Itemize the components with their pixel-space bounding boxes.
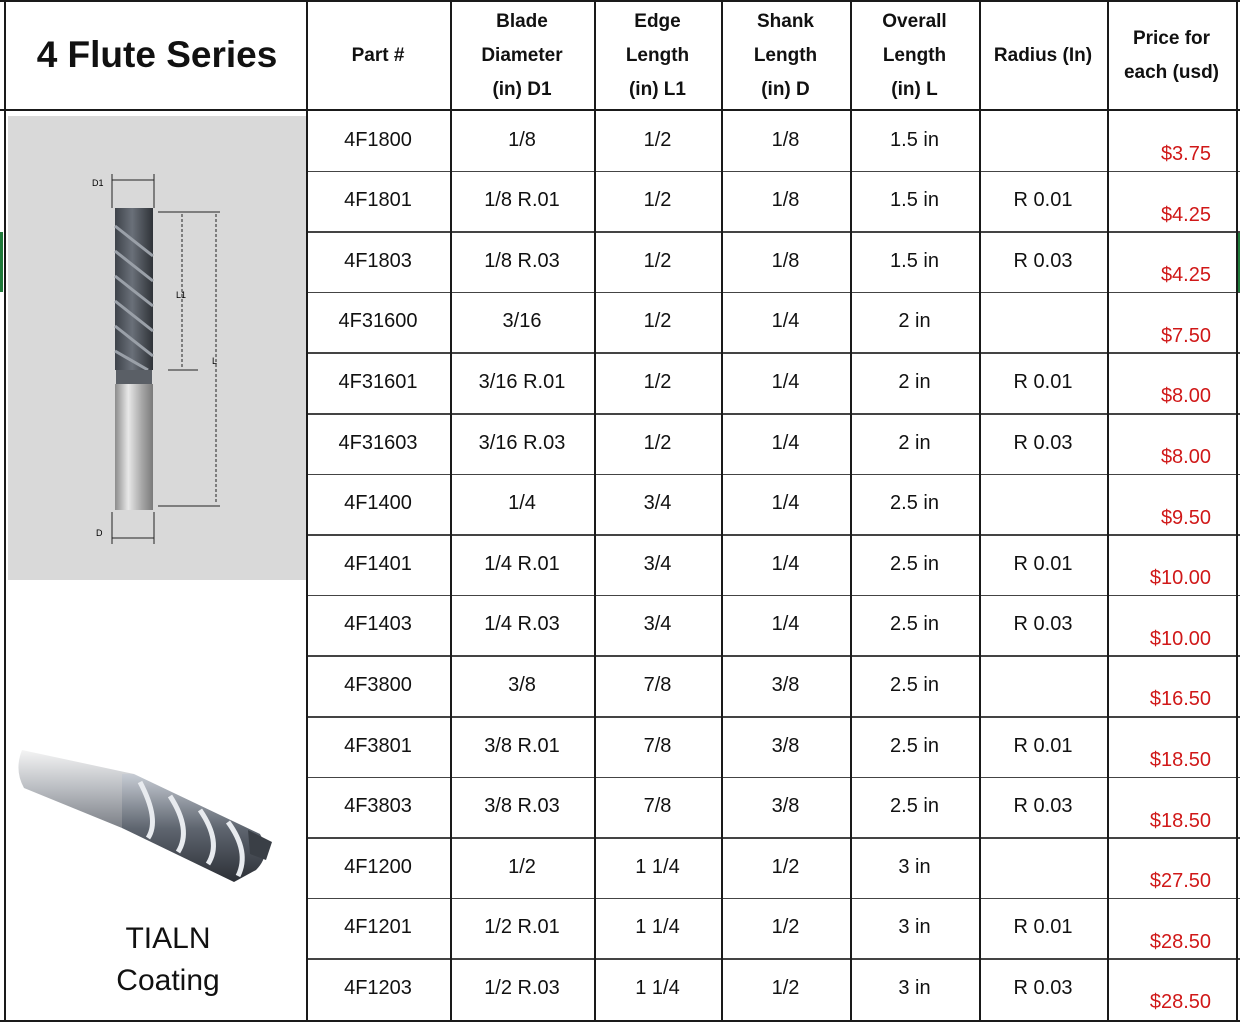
cell-part: 4F1203	[344, 976, 412, 999]
cell-edge: 7/8	[643, 795, 672, 818]
cell-part: 4F3800	[344, 673, 412, 696]
cell-part: 4F31601	[338, 370, 418, 393]
coating-label	[30, 918, 306, 1002]
cell-edge: 1/2	[643, 370, 672, 393]
cell-overall: 2.5 in	[890, 552, 939, 575]
cell-shank: 3/8	[771, 795, 800, 818]
cell-edge: 1/2	[643, 249, 672, 272]
cell-shank: 1/2	[771, 855, 800, 878]
cell-overall: 2.5 in	[890, 673, 939, 696]
cell-part: 4F1801	[344, 189, 412, 212]
end-mill-dimension-diagram	[8, 116, 306, 580]
d-label: D	[96, 528, 103, 538]
series-title: 4 Flute Series	[36, 34, 278, 75]
end-mill-diagram-panel	[8, 116, 306, 580]
header-shank-length: Shank Length (in) D	[753, 10, 818, 100]
grid-right	[1236, 0, 1238, 1022]
cell-price: $10.00	[1149, 627, 1211, 650]
cell-edge: 1/2	[643, 189, 672, 212]
cell-shank: 1/8	[771, 128, 800, 151]
header-part: Part #	[351, 44, 405, 66]
cell-overall: 2 in	[898, 310, 931, 333]
cell-shank: 1/2	[771, 976, 800, 999]
cell-shank: 1/4	[771, 613, 800, 636]
cell-radius: R 0.03	[1013, 795, 1073, 818]
cell-overall: 2.5 in	[890, 613, 939, 636]
l-label: L	[212, 356, 218, 366]
cell-part: 4F3801	[344, 734, 412, 757]
cell-overall: 2.5 in	[890, 492, 939, 515]
cell-edge: 1/2	[643, 310, 672, 333]
cell-blade: 3/8 R.03	[484, 795, 560, 818]
cell-radius: R 0.01	[1013, 552, 1073, 575]
cell-shank: 1/4	[771, 552, 800, 575]
cell-shank: 1/4	[771, 370, 800, 393]
header-overall-length: Overall Length (in) L	[882, 10, 947, 100]
header-blade-diameter: Blade Diameter (in) D1	[481, 10, 563, 100]
cell-price: $10.00	[1149, 567, 1211, 590]
cell-price: $16.50	[1149, 688, 1211, 711]
cell-shank: 1/4	[771, 431, 800, 454]
cell-blade: 1/2 R.01	[484, 916, 560, 939]
cell-edge: 3/4	[643, 492, 672, 515]
end-mill-product-illustration	[10, 730, 280, 900]
cell-radius	[979, 838, 1107, 896]
cell-blade: 1/8	[508, 128, 536, 151]
cell-radius: R 0.03	[1013, 249, 1073, 272]
cell-part: 4F1403	[344, 613, 412, 636]
cell-part: 4F31603	[338, 431, 418, 454]
cell-price: $8.00	[1160, 446, 1211, 468]
cell-part: 4F1201	[344, 916, 412, 939]
cell-radius	[979, 111, 1107, 169]
coating-line-1: TIALN	[125, 922, 211, 955]
cell-blade: 1/4 R.03	[484, 613, 560, 636]
cell-blade: 3/16	[502, 310, 542, 333]
cell-price: $8.00	[1160, 385, 1211, 408]
cell-part: 4F3803	[344, 795, 412, 818]
cell-edge: 1 1/4	[635, 916, 680, 939]
cell-shank: 3/8	[771, 673, 800, 696]
coating-line-2: Coating	[116, 964, 220, 997]
cell-radius: R 0.01	[1013, 734, 1073, 757]
cell-overall: 1.5 in	[890, 249, 939, 272]
grid-bottom	[0, 1020, 1240, 1022]
cell-edge: 7/8	[643, 734, 672, 757]
cell-part: 4F1400	[344, 492, 412, 515]
cell-shank: 1/4	[771, 310, 800, 333]
cell-overall: 2.5 in	[890, 795, 939, 818]
cell-overall: 3 in	[898, 976, 931, 999]
cell-blade: 1/2 R.03	[484, 976, 560, 999]
cell-radius	[979, 293, 1107, 351]
header-price: Price for each (usd)	[1123, 27, 1220, 83]
cell-radius	[979, 475, 1107, 533]
cell-blade: 1/2	[508, 855, 536, 878]
cell-radius: R 0.03	[1013, 613, 1073, 636]
cell-blade: 1/4	[508, 492, 536, 515]
cell-part: 4F1401	[344, 552, 412, 575]
d1-label: D1	[92, 178, 104, 188]
header-edge-length: Edge Length (in) L1	[625, 10, 690, 100]
cell-price: $4.25	[1160, 203, 1211, 226]
cell-blade: 3/16 R.01	[478, 370, 566, 393]
cell-price: $7.50	[1160, 324, 1211, 347]
cell-overall: 3 in	[898, 916, 931, 939]
cell-overall: 2 in	[898, 370, 931, 393]
cell-blade: 1/8 R.01	[484, 189, 560, 212]
cell-price: $3.75	[1160, 143, 1211, 165]
cell-edge: 3/4	[643, 613, 672, 636]
cell-blade: 1/8 R.03	[484, 249, 560, 272]
cell-edge: 1 1/4	[635, 976, 680, 999]
cell-part: 4F1200	[344, 855, 412, 878]
cell-blade: 3/16 R.03	[478, 431, 566, 454]
cell-shank: 3/8	[771, 734, 800, 757]
cell-overall: 2.5 in	[890, 734, 939, 757]
cell-price: $18.50	[1149, 749, 1211, 771]
cell-blade: 3/8 R.01	[484, 734, 560, 757]
cell-shank: 1/8	[771, 189, 800, 212]
cell-edge: 3/4	[643, 552, 672, 575]
cell-part: 4F31600	[338, 310, 418, 333]
cell-part: 4F1800	[344, 128, 412, 151]
cell-overall: 3 in	[898, 855, 931, 878]
header-radius: Radius (In)	[993, 44, 1093, 66]
cell-shank: 1/2	[771, 916, 800, 939]
cell-edge: 1/2	[643, 128, 672, 151]
cell-radius: R 0.03	[1013, 976, 1073, 999]
cell-blade: 1/4 R.01	[484, 552, 560, 575]
selection-marker-left	[0, 232, 3, 292]
cell-overall: 1.5 in	[890, 128, 939, 151]
cell-price: $9.50	[1160, 506, 1211, 529]
cell-price: $28.50	[1149, 991, 1211, 1014]
l1-label: L1	[176, 290, 187, 300]
cell-price: $18.50	[1149, 809, 1211, 832]
shank-section	[115, 384, 153, 510]
cell-edge: 1 1/4	[635, 855, 680, 878]
cell-edge: 1/2	[643, 431, 672, 454]
cell-radius	[979, 656, 1107, 714]
cell-blade: 3/8	[508, 673, 536, 696]
cell-part: 4F1803	[344, 249, 412, 272]
cell-price: $27.50	[1149, 870, 1211, 893]
cell-overall: 1.5 in	[890, 189, 939, 212]
cell-shank: 1/8	[771, 249, 800, 272]
cell-radius: R 0.01	[1013, 916, 1073, 939]
cell-shank: 1/4	[771, 492, 800, 515]
cell-price: $28.50	[1149, 930, 1211, 953]
cell-price: $4.25	[1160, 264, 1211, 287]
cell-edge: 7/8	[643, 673, 672, 696]
cell-radius: R 0.01	[1013, 370, 1073, 393]
cell-radius: R 0.03	[1013, 431, 1073, 454]
grid-left	[4, 0, 6, 1022]
cell-radius: R 0.01	[1013, 189, 1073, 212]
cell-overall: 2 in	[898, 431, 931, 454]
